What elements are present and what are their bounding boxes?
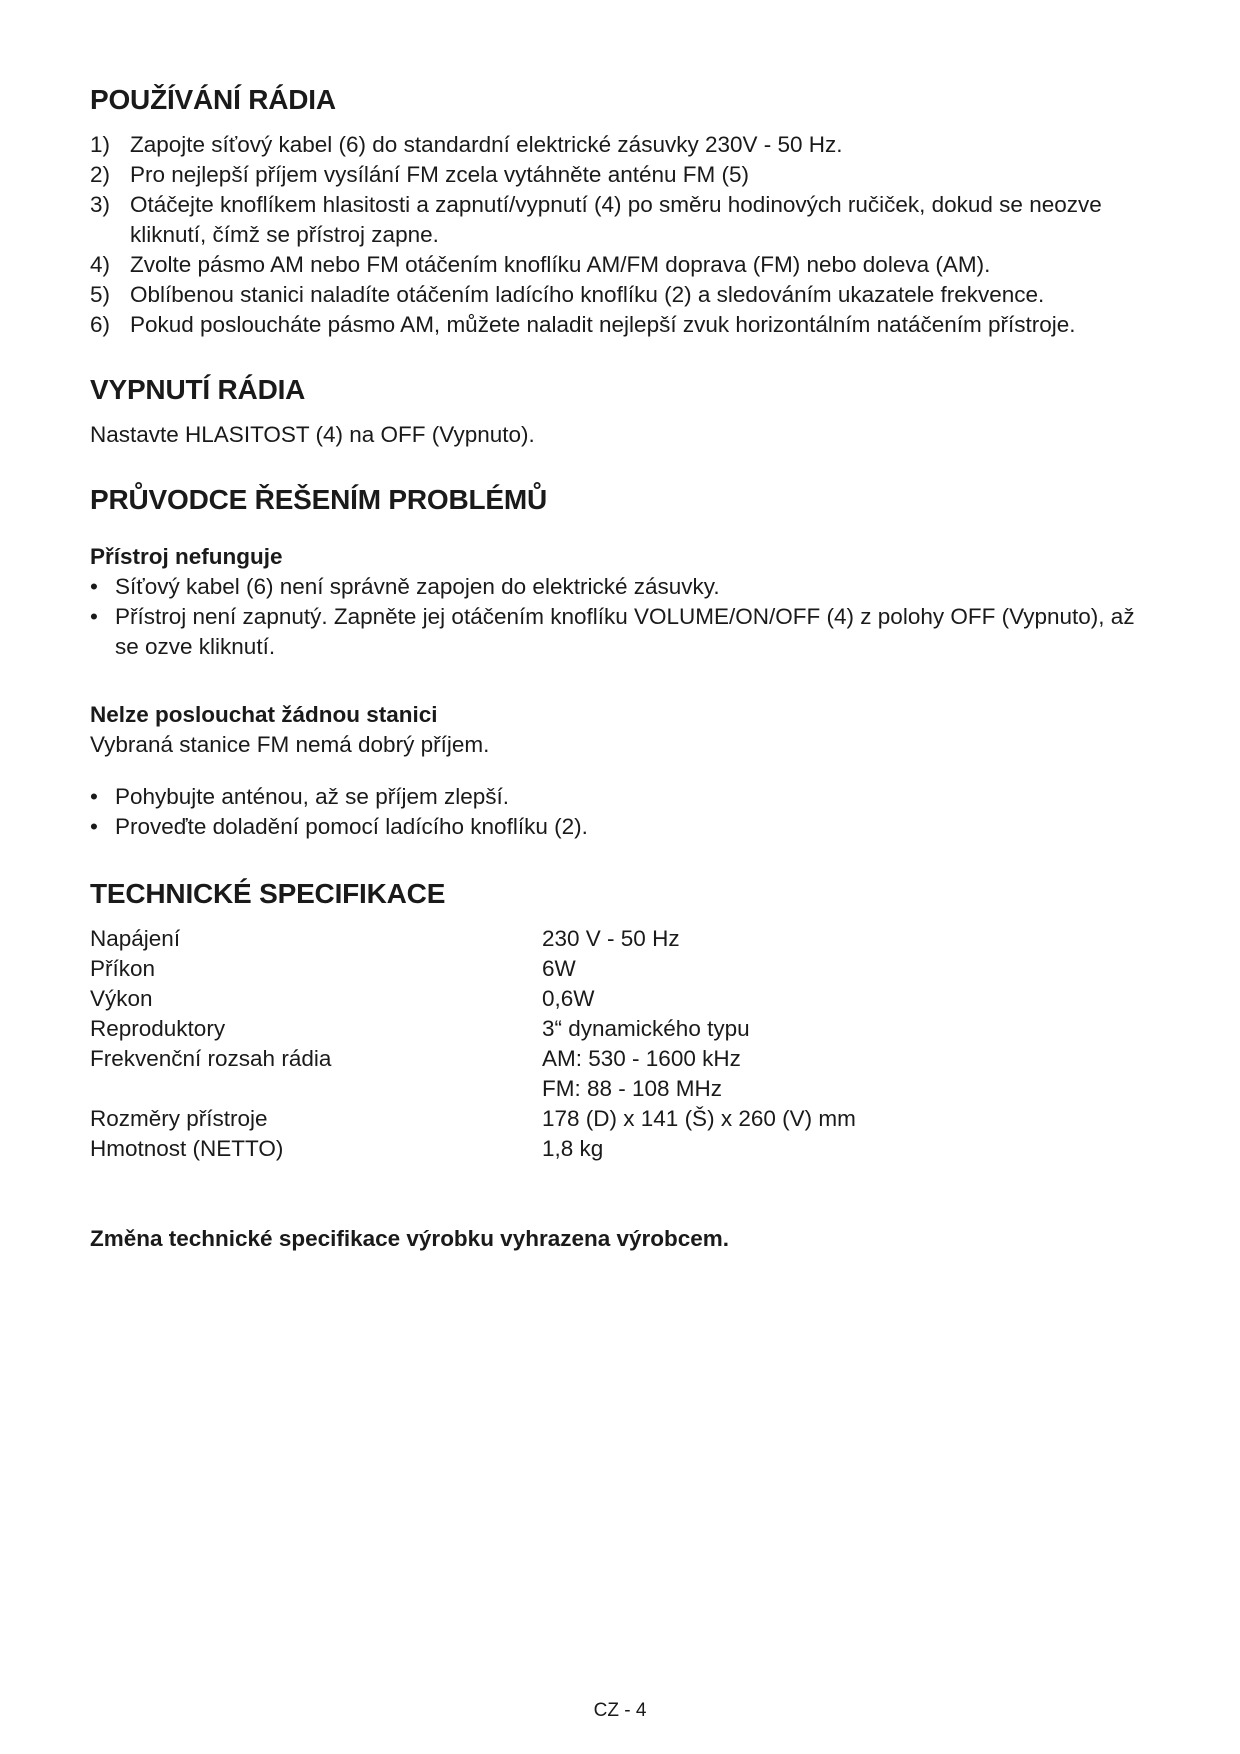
- issue-heading-no-station: Nelze poslouchat žádnou stanici: [90, 702, 438, 727]
- spec-row: FM: 88 - 108 MHz: [542, 1076, 723, 1101]
- section-title-radio-off: VYPNUTÍ RÁDIA: [90, 374, 306, 405]
- list-item: 5) Oblíbenou stanici naladíte otáčením ladícího knoflíku (2) a sledováním ukazatele frekvence.: [90, 282, 1045, 307]
- issue-heading-not-working: Přístroj nefunguje: [90, 544, 283, 569]
- issue-no-station-text: Vybraná stanice FM nemá dobrý příjem.: [90, 732, 490, 757]
- issue-not-working-bullets: [90, 572, 1160, 662]
- spec-row: Rozměry přístroje 178 (D) x 141 (Š) x 260 (V) mm: [90, 1106, 856, 1131]
- issue-no-station-bullets: [90, 782, 1160, 842]
- list-item: 6) Pokud posloucháte pásmo AM, můžete naladit nejlepší zvuk horizontálním natáčením přístroje.: [90, 312, 1076, 337]
- list-item: 1) Zapojte síťový kabel (6) do standardní elektrické zásuvky 230V - 50 Hz.: [90, 132, 843, 157]
- radio-off-text: Nastavte HLASITOST (4) na OFF (Vypnuto).: [90, 422, 535, 447]
- list-item: • Přístroj není zapnutý. Zapněte jej otáčením knoflíku VOLUME/ON/OFF (4) z polohy OFF (Vypnuto), až se ozve kliknutí.: [90, 604, 1135, 659]
- page-number: CZ - 4: [593, 1700, 647, 1721]
- spec-row: Reproduktory 3“ dynamického typu: [90, 1016, 750, 1041]
- list-item: 4) Zvolte pásmo AM nebo FM otáčením knoflíku AM/FM doprava (FM) nebo doleva (AM).: [90, 252, 991, 277]
- section-title-troubleshooting: PRŮVODCE ŘEŠENÍM PROBLÉMŮ: [90, 484, 548, 515]
- manual-page: [90, 0, 1160, 1254]
- list-item: • Proveďte doladění pomocí ladícího knoflíku (2).: [90, 814, 588, 839]
- spec-row: Hmotnost (NETTO) 1,8 kg: [90, 1136, 604, 1161]
- list-item: 2) Pro nejlepší příjem vysílání FM zcela vytáhněte anténu FM (5): [90, 162, 750, 187]
- specs-notice: Změna technické specifikace výrobku vyhrazena výrobcem.: [90, 1226, 730, 1251]
- specs-table: [90, 924, 1160, 1164]
- list-item: • Pohybujte anténou, až se příjem zlepší.: [90, 784, 509, 809]
- list-item: 3) Otáčejte knoflíkem hlasitosti a zapnutí/vypnutí (4) po směru hodinových ručiček, dokud se neozve kliknutí, čímž se přístroj zapne.: [90, 192, 1102, 247]
- list-item: • Síťový kabel (6) není správně zapojen do elektrické zásuvky.: [90, 574, 720, 599]
- spec-row: Frekvenční rozsah rádia AM: 530 - 1600 kHz: [90, 1046, 741, 1071]
- spec-row: Výkon 0,6W: [90, 986, 595, 1011]
- spec-row: Příkon 6W: [90, 956, 576, 981]
- section-title-specs: TECHNICKÉ SPECIFIKACE: [90, 878, 446, 909]
- spec-row: Napájení 230 V - 50 Hz: [90, 926, 680, 951]
- section-title-radio-use: POUŽÍVÁNÍ RÁDIA: [90, 84, 336, 115]
- radio-use-steps: [90, 130, 1160, 340]
